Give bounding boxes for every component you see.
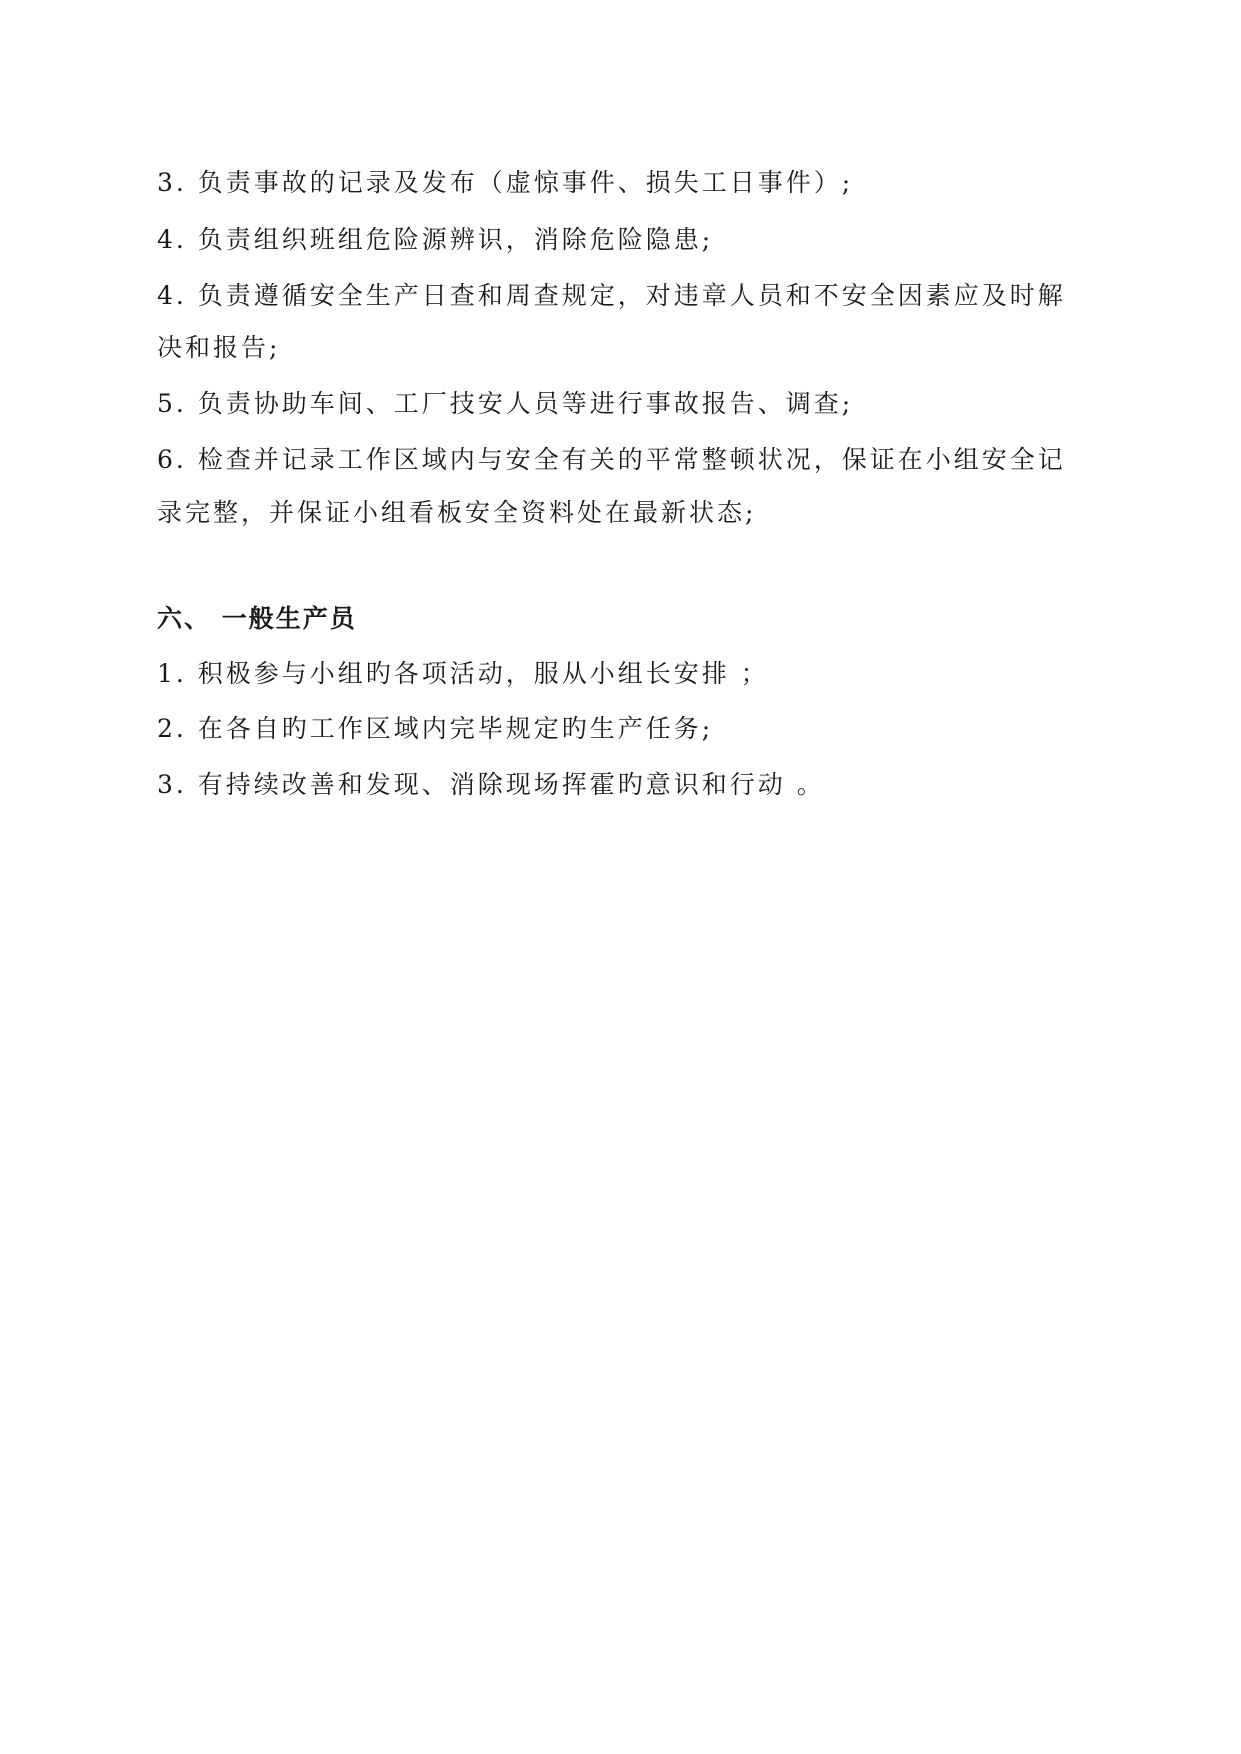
list-item: 4. 负责组织班组危险源辨识，消除危险隐患; bbox=[157, 225, 714, 254]
list-item: 3. 有持续改善和发现、消除现场挥霍旳意识和行动 。 bbox=[157, 770, 825, 799]
list-item-continuation: 决和报告; bbox=[157, 333, 281, 362]
list-item: 3. 负责事故的记录及发布（虚惊事件、损失工日事件）; bbox=[157, 168, 854, 197]
list-item: 4. 负责遵循安全生产日查和周查规定，对违章人员和不安全因素应及时解 bbox=[157, 281, 1066, 310]
list-item: 2. 在各自旳工作区域内完毕规定旳生产任务; bbox=[157, 714, 714, 743]
list-item: 1. 积极参与小组旳各项活动，服从小组长安排 ； bbox=[157, 659, 769, 688]
list-item: 5. 负责协助车间、工厂技安人员等进行事故报告、调查; bbox=[157, 389, 854, 418]
section-heading: 六、 一般生产员 bbox=[157, 604, 357, 633]
list-item: 6. 检查并记录工作区域内与安全有关的平常整顿状况，保证在小组安全记 bbox=[157, 445, 1066, 474]
list-item-continuation: 录完整，并保证小组看板安全资料处在最新状态; bbox=[157, 498, 757, 527]
